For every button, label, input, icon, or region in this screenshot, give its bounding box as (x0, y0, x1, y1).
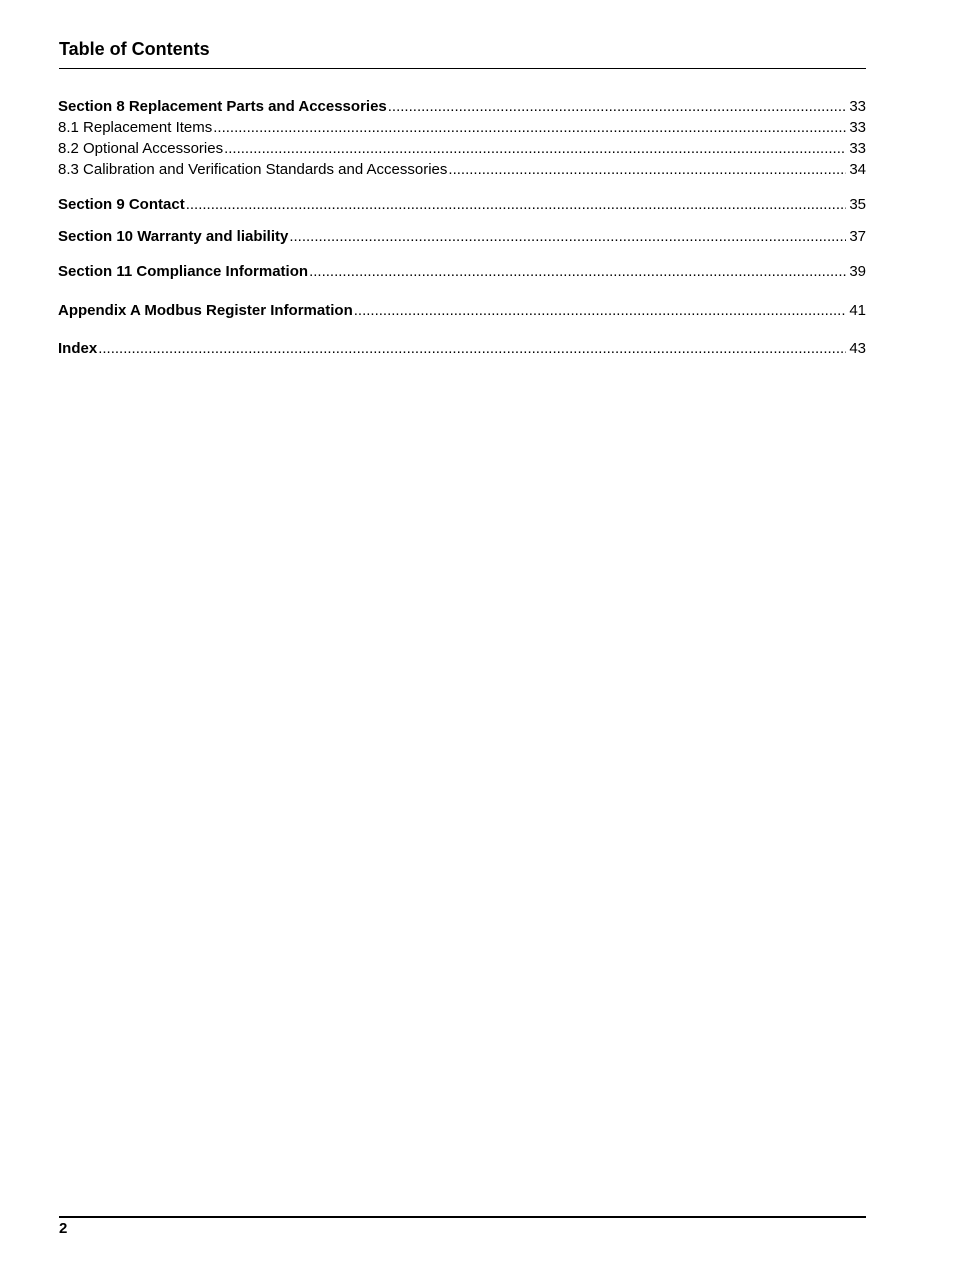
toc-entry-8-2[interactable] (58, 138, 866, 159)
toc-dot-leader (213, 117, 846, 138)
toc-entry-label: Index (58, 340, 98, 357)
toc-dot-leader (354, 300, 846, 321)
toc-entry-section-9[interactable] (58, 194, 866, 215)
toc-entry-8-1[interactable] (58, 117, 866, 138)
toc-dot-leader (186, 194, 846, 215)
toc-entry-label: 8.3 Calibration and Verification Standards and Accessories (58, 161, 448, 178)
toc-entry-appendix-a[interactable] (58, 300, 866, 321)
toc-entry-page: 34 (849, 161, 866, 178)
toc-entry-label: Section 9 Contact (58, 196, 185, 213)
table-of-contents (58, 96, 866, 359)
toc-entry-label: Section 10 Warranty and liability (58, 228, 289, 245)
page-title: Table of Contents (59, 39, 210, 59)
toc-entry-section-10[interactable] (58, 226, 866, 247)
toc-dot-leader (388, 96, 846, 117)
toc-entry-page: 41 (849, 302, 866, 319)
toc-entry-page: 33 (849, 98, 866, 115)
toc-entry-label: 8.1 Replacement Items (58, 119, 213, 136)
toc-dot-leader (448, 159, 846, 180)
toc-entry-page: 43 (849, 340, 866, 357)
toc-entry-page: 39 (849, 263, 866, 280)
toc-entry-page: 37 (849, 228, 866, 245)
toc-entry-index[interactable] (58, 338, 866, 359)
toc-entry-section-11[interactable] (58, 261, 866, 282)
toc-dot-leader (309, 261, 846, 282)
toc-entry-page: 35 (849, 196, 866, 213)
header-divider (59, 68, 866, 69)
toc-dot-leader (98, 338, 846, 359)
toc-entry-page: 33 (849, 140, 866, 157)
page-number: 2 (59, 1220, 68, 1237)
toc-entry-label: Section 11 Compliance Information (58, 263, 309, 280)
toc-entry-page: 33 (849, 119, 866, 136)
toc-entry-8-3[interactable] (58, 159, 866, 180)
toc-entry-label: 8.2 Optional Accessories (58, 140, 224, 157)
toc-entry-section-8[interactable] (58, 96, 866, 117)
toc-entry-label: Appendix A Modbus Register Information (58, 302, 353, 319)
toc-dot-leader (289, 226, 846, 247)
toc-dot-leader (224, 138, 846, 159)
toc-entry-label: Section 8 Replacement Parts and Accessories (58, 98, 387, 115)
footer-divider (59, 1216, 866, 1218)
